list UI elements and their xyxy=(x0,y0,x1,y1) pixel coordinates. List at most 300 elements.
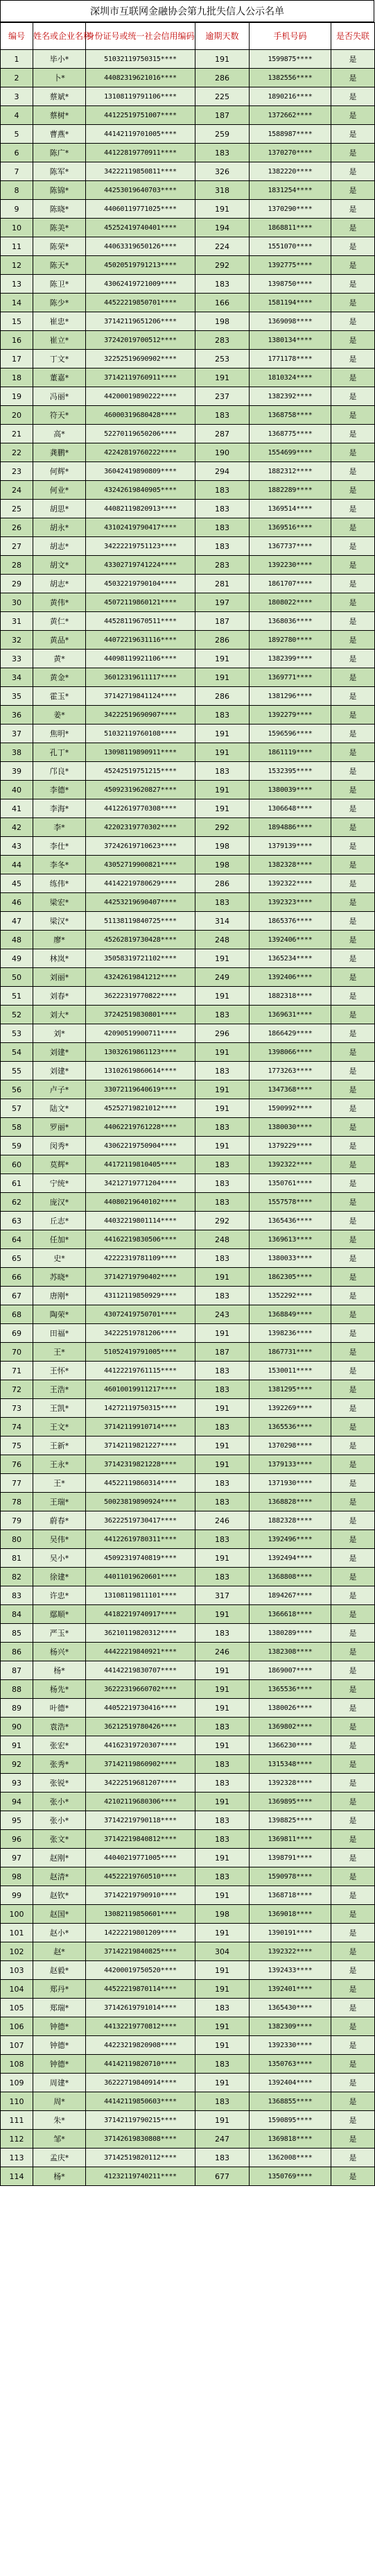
cell-lost-contact: 是 xyxy=(331,50,375,69)
blacklist-table xyxy=(0,22,375,2186)
cell-name: 王文* xyxy=(33,1418,86,1437)
cell-overdue-days: 191 xyxy=(195,2074,250,2092)
cell-phone: 1862305**** xyxy=(250,1268,331,1287)
cell-overdue-days: 183 xyxy=(195,893,250,912)
cell-lost-contact: 是 xyxy=(331,406,375,425)
cell-id-code: 37242619710623**** xyxy=(86,837,195,856)
cell-phone: 1380026**** xyxy=(250,1699,331,1718)
table-row xyxy=(1,1474,375,1493)
table-row xyxy=(1,1961,375,1980)
cell-overdue-days: 191 xyxy=(195,743,250,762)
cell-number: 92 xyxy=(1,1755,33,1774)
cell-number: 53 xyxy=(1,1024,33,1043)
cell-name: 王永* xyxy=(33,1455,86,1474)
table-row xyxy=(1,237,375,256)
cell-overdue-days: 183 xyxy=(195,1174,250,1193)
cell-name: 刘大* xyxy=(33,1006,86,1024)
col-header-name: 姓名或企业名称 xyxy=(33,23,86,50)
cell-lost-contact: 是 xyxy=(331,668,375,687)
table-row xyxy=(1,931,375,949)
cell-name: 廖* xyxy=(33,931,86,949)
cell-lost-contact: 是 xyxy=(331,1493,375,1511)
cell-number: 110 xyxy=(1,2092,33,2111)
table-row xyxy=(1,781,375,799)
table-row xyxy=(1,106,375,125)
cell-number: 74 xyxy=(1,1418,33,1437)
table-row xyxy=(1,1680,375,1699)
cell-number: 11 xyxy=(1,237,33,256)
table-row xyxy=(1,162,375,181)
cell-name: 李德* xyxy=(33,781,86,799)
table-row xyxy=(1,1511,375,1530)
cell-name: 钟德* xyxy=(33,2017,86,2036)
table-row xyxy=(1,612,375,631)
cell-overdue-days: 198 xyxy=(195,312,250,331)
cell-id-code: 44132219770812**** xyxy=(86,2017,195,2036)
table-row xyxy=(1,1455,375,1474)
table-row xyxy=(1,706,375,724)
cell-lost-contact: 是 xyxy=(331,2111,375,2130)
cell-lost-contact: 是 xyxy=(331,912,375,931)
cell-lost-contact: 是 xyxy=(331,1118,375,1137)
cell-phone: 1392322**** xyxy=(250,874,331,893)
cell-id-code: 43062419721009**** xyxy=(86,275,195,294)
table-row xyxy=(1,893,375,912)
cell-number: 109 xyxy=(1,2074,33,2092)
table-row xyxy=(1,1999,375,2017)
cell-phone: 1380289**** xyxy=(250,1624,331,1643)
cell-id-code: 37242019700512**** xyxy=(86,331,195,350)
cell-name: 董嘉* xyxy=(33,368,86,387)
cell-overdue-days: 191 xyxy=(195,1661,250,1680)
cell-name: 张宏* xyxy=(33,1736,86,1755)
cell-number: 17 xyxy=(1,350,33,368)
table-row xyxy=(1,275,375,294)
cell-lost-contact: 是 xyxy=(331,443,375,462)
cell-lost-contact: 是 xyxy=(331,1942,375,1961)
table-row xyxy=(1,518,375,537)
cell-overdue-days: 183 xyxy=(195,2149,250,2167)
cell-overdue-days: 187 xyxy=(195,1343,250,1362)
cell-number: 62 xyxy=(1,1193,33,1212)
sheet-title: 深圳市互联网金融协会第九批失信人公示名单 xyxy=(0,0,374,22)
cell-id-code: 43062219750904**** xyxy=(86,1137,195,1155)
cell-lost-contact: 是 xyxy=(331,2092,375,2111)
cell-lost-contact: 是 xyxy=(331,1624,375,1643)
cell-number: 106 xyxy=(1,2017,33,2036)
cell-phone: 1392322**** xyxy=(250,1155,331,1174)
cell-lost-contact: 是 xyxy=(331,425,375,443)
cell-phone: 1350763**** xyxy=(250,2055,331,2074)
cell-number: 76 xyxy=(1,1455,33,1474)
table-row xyxy=(1,1380,375,1399)
cell-name: 卢子* xyxy=(33,1081,86,1099)
cell-number: 7 xyxy=(1,162,33,181)
cell-lost-contact: 是 xyxy=(331,1399,375,1418)
cell-id-code: 34222119850811**** xyxy=(86,162,195,181)
cell-id-code: 44122219761115**** xyxy=(86,1362,195,1380)
cell-lost-contact: 是 xyxy=(331,537,375,556)
cell-id-code: 52270119650206**** xyxy=(86,425,195,443)
cell-overdue-days: 191 xyxy=(195,1886,250,1905)
cell-number: 100 xyxy=(1,1905,33,1924)
cell-id-code: 44253019640703**** xyxy=(86,181,195,200)
table-row xyxy=(1,69,375,87)
cell-name: 姜* xyxy=(33,706,86,724)
table-row xyxy=(1,256,375,275)
cell-overdue-days: 183 xyxy=(195,1811,250,1830)
cell-name: 梁汉* xyxy=(33,912,86,931)
cell-phone: 1392322**** xyxy=(250,1942,331,1961)
cell-id-code: 46000319680428**** xyxy=(86,406,195,425)
cell-overdue-days: 191 xyxy=(195,724,250,743)
cell-lost-contact: 是 xyxy=(331,593,375,612)
cell-overdue-days: 191 xyxy=(195,1736,250,1755)
cell-lost-contact: 是 xyxy=(331,1586,375,1605)
cell-overdue-days: 183 xyxy=(195,1830,250,1849)
cell-id-code: 45252419740401**** xyxy=(86,219,195,237)
cell-overdue-days: 183 xyxy=(195,1718,250,1736)
table-row xyxy=(1,2092,375,2111)
cell-number: 88 xyxy=(1,1680,33,1699)
cell-lost-contact: 是 xyxy=(331,312,375,331)
cell-id-code: 37142719790402**** xyxy=(86,1268,195,1287)
cell-name: 吴伟* xyxy=(33,1530,86,1549)
cell-phone: 1369771**** xyxy=(250,668,331,687)
table-row xyxy=(1,1661,375,1680)
table-row xyxy=(1,1643,375,1661)
cell-name: 杨先* xyxy=(33,1680,86,1699)
cell-number: 25 xyxy=(1,500,33,518)
cell-id-code: 33072119640619**** xyxy=(86,1081,195,1099)
cell-overdue-days: 191 xyxy=(195,1137,250,1155)
table-row xyxy=(1,1324,375,1343)
cell-id-code: 44142119850603**** xyxy=(86,2092,195,2111)
cell-lost-contact: 是 xyxy=(331,500,375,518)
cell-phone: 1315348**** xyxy=(250,1755,331,1774)
cell-phone: 1306648**** xyxy=(250,799,331,818)
cell-overdue-days: 183 xyxy=(195,762,250,781)
table-row xyxy=(1,125,375,144)
table-row xyxy=(1,2036,375,2055)
cell-phone: 1369018**** xyxy=(250,1905,331,1924)
cell-id-code: 13082119850601**** xyxy=(86,1905,195,1924)
cell-overdue-days: 183 xyxy=(195,1474,250,1493)
cell-number: 84 xyxy=(1,1605,33,1624)
table-row xyxy=(1,1924,375,1942)
cell-name: 闵秀* xyxy=(33,1137,86,1155)
cell-phone: 1398825**** xyxy=(250,1811,331,1830)
cell-number: 61 xyxy=(1,1174,33,1193)
cell-number: 31 xyxy=(1,612,33,631)
cell-id-code: 36222319770822**** xyxy=(86,987,195,1006)
cell-number: 36 xyxy=(1,706,33,724)
table-row xyxy=(1,2055,375,2074)
cell-overdue-days: 191 xyxy=(195,1324,250,1343)
cell-overdue-days: 286 xyxy=(195,631,250,650)
table-row xyxy=(1,2111,375,2130)
cell-lost-contact: 是 xyxy=(331,556,375,575)
cell-name: 罗丽* xyxy=(33,1118,86,1137)
cell-overdue-days: 183 xyxy=(195,706,250,724)
table-row xyxy=(1,1605,375,1624)
cell-phone: 1882312**** xyxy=(250,462,331,481)
table-row xyxy=(1,144,375,162)
cell-phone: 1392328**** xyxy=(250,1774,331,1793)
cell-lost-contact: 是 xyxy=(331,1849,375,1867)
table-row xyxy=(1,2017,375,2036)
cell-id-code: 44522119860314**** xyxy=(86,1474,195,1493)
cell-lost-contact: 是 xyxy=(331,1099,375,1118)
cell-number: 3 xyxy=(1,87,33,106)
cell-number: 33 xyxy=(1,650,33,668)
cell-overdue-days: 183 xyxy=(195,1493,250,1511)
cell-overdue-days: 286 xyxy=(195,874,250,893)
cell-overdue-days: 190 xyxy=(195,443,250,462)
table-row xyxy=(1,1193,375,1212)
table-row xyxy=(1,350,375,368)
table-row xyxy=(1,1586,375,1605)
cell-id-code: 42222319781109**** xyxy=(86,1249,195,1268)
cell-name: 庞汉* xyxy=(33,1193,86,1212)
table-row xyxy=(1,1099,375,1118)
cell-number: 79 xyxy=(1,1511,33,1530)
cell-id-code: 44072219631116**** xyxy=(86,631,195,650)
table-row xyxy=(1,1736,375,1755)
cell-name: 杨兴* xyxy=(33,1643,86,1661)
cell-overdue-days: 191 xyxy=(195,2036,250,2055)
cell-overdue-days: 286 xyxy=(195,69,250,87)
cell-number: 101 xyxy=(1,1924,33,1942)
cell-number: 56 xyxy=(1,1081,33,1099)
table-row xyxy=(1,1174,375,1193)
cell-overdue-days: 326 xyxy=(195,162,250,181)
cell-phone: 1380030**** xyxy=(250,1118,331,1137)
cell-id-code: 13102619860614**** xyxy=(86,1062,195,1081)
cell-overdue-days: 191 xyxy=(195,1605,250,1624)
cell-overdue-days: 183 xyxy=(195,1287,250,1305)
cell-name: 陆文* xyxy=(33,1099,86,1118)
cell-id-code: 44162219830506**** xyxy=(86,1230,195,1249)
cell-name: 赵* xyxy=(33,1942,86,1961)
cell-lost-contact: 是 xyxy=(331,1867,375,1886)
cell-id-code: 44200019750520**** xyxy=(86,1961,195,1980)
table-row xyxy=(1,387,375,406)
table-row xyxy=(1,575,375,593)
table-row xyxy=(1,1830,375,1849)
cell-id-code: 37142119651206**** xyxy=(86,312,195,331)
cell-overdue-days: 317 xyxy=(195,1586,250,1605)
cell-name: 郑丹* xyxy=(33,1980,86,1999)
cell-number: 59 xyxy=(1,1137,33,1155)
cell-phone: 1369631**** xyxy=(250,1006,331,1024)
cell-name: 王浩* xyxy=(33,1380,86,1399)
cell-number: 81 xyxy=(1,1549,33,1568)
cell-name: 李* xyxy=(33,818,86,837)
cell-name: 胡思* xyxy=(33,500,86,518)
cell-number: 35 xyxy=(1,687,33,706)
cell-number: 90 xyxy=(1,1718,33,1736)
cell-overdue-days: 183 xyxy=(195,1362,250,1380)
table-row xyxy=(1,987,375,1006)
cell-overdue-days: 183 xyxy=(195,144,250,162)
cell-overdue-days: 191 xyxy=(195,200,250,219)
table-row xyxy=(1,1811,375,1830)
cell-phone: 1588987**** xyxy=(250,125,331,144)
cell-name: 孟庆* xyxy=(33,2149,86,2167)
cell-number: 60 xyxy=(1,1155,33,1174)
cell-overdue-days: 191 xyxy=(195,1081,250,1099)
cell-id-code: 45262819730428**** xyxy=(86,931,195,949)
table-row xyxy=(1,1024,375,1043)
cell-overdue-days: 191 xyxy=(195,781,250,799)
cell-name: 龚鹏* xyxy=(33,443,86,462)
table-row xyxy=(1,1137,375,1155)
cell-overdue-days: 183 xyxy=(195,1418,250,1437)
cell-name: 李海* xyxy=(33,799,86,818)
cell-number: 41 xyxy=(1,799,33,818)
cell-overdue-days: 247 xyxy=(195,2130,250,2149)
cell-phone: 1347368**** xyxy=(250,1081,331,1099)
cell-id-code: 50023819890924**** xyxy=(86,1493,195,1511)
cell-phone: 1590978**** xyxy=(250,1867,331,1886)
cell-phone: 1392279**** xyxy=(250,706,331,724)
cell-id-code: 44522219870114**** xyxy=(86,1980,195,1999)
cell-phone: 1350761**** xyxy=(250,1174,331,1193)
cell-name: 焦明* xyxy=(33,724,86,743)
cell-id-code: 44040219771005**** xyxy=(86,1849,195,1867)
cell-lost-contact: 是 xyxy=(331,968,375,987)
cell-overdue-days: 191 xyxy=(195,1849,250,1867)
cell-lost-contact: 是 xyxy=(331,1081,375,1099)
cell-id-code: 44142119820710**** xyxy=(86,2055,195,2074)
cell-phone: 1365536**** xyxy=(250,1418,331,1437)
cell-phone: 1367737**** xyxy=(250,537,331,556)
cell-number: 63 xyxy=(1,1212,33,1230)
table-row xyxy=(1,1212,375,1230)
cell-number: 45 xyxy=(1,874,33,893)
cell-lost-contact: 是 xyxy=(331,1736,375,1755)
cell-phone: 1372662**** xyxy=(250,106,331,125)
cell-overdue-days: 191 xyxy=(195,1437,250,1455)
cell-phone: 1808022**** xyxy=(250,593,331,612)
cell-id-code: 44182219740917**** xyxy=(86,1605,195,1624)
cell-number: 18 xyxy=(1,368,33,387)
cell-overdue-days: 294 xyxy=(195,462,250,481)
cell-name: 蔡斌* xyxy=(33,87,86,106)
table-row xyxy=(1,1849,375,1867)
cell-overdue-days: 281 xyxy=(195,575,250,593)
cell-name: 张文* xyxy=(33,1830,86,1849)
table-row xyxy=(1,1942,375,1961)
cell-overdue-days: 191 xyxy=(195,1043,250,1062)
cell-id-code: 45092319740819**** xyxy=(86,1549,195,1568)
cell-overdue-days: 246 xyxy=(195,1643,250,1661)
cell-lost-contact: 是 xyxy=(331,1793,375,1811)
cell-number: 78 xyxy=(1,1493,33,1511)
cell-name: 陈锦* xyxy=(33,181,86,200)
cell-id-code: 51032119760108**** xyxy=(86,724,195,743)
cell-lost-contact: 是 xyxy=(331,1006,375,1024)
cell-name: 赵清* xyxy=(33,1867,86,1886)
cell-phone: 1368775**** xyxy=(250,425,331,443)
table-row xyxy=(1,87,375,106)
cell-number: 108 xyxy=(1,2055,33,2074)
cell-name: 莫辉* xyxy=(33,1155,86,1174)
cell-id-code: 44122619770308**** xyxy=(86,799,195,818)
cell-id-code: 44063319650126**** xyxy=(86,237,195,256)
cell-name: 陈卫* xyxy=(33,275,86,294)
cell-lost-contact: 是 xyxy=(331,144,375,162)
col-header-lost-contact: 是否失联 xyxy=(331,23,375,50)
table-row xyxy=(1,856,375,874)
cell-phone: 1771178**** xyxy=(250,350,331,368)
cell-number: 70 xyxy=(1,1343,33,1362)
cell-number: 71 xyxy=(1,1362,33,1380)
cell-name: 陈晓* xyxy=(33,200,86,219)
col-header-id-code: 身份证号或统一社会信用编码 xyxy=(86,23,195,50)
cell-overdue-days: 183 xyxy=(195,518,250,537)
cell-id-code: 36222519730417**** xyxy=(86,1511,195,1530)
cell-lost-contact: 是 xyxy=(331,1230,375,1249)
cell-overdue-days: 246 xyxy=(195,1511,250,1530)
cell-overdue-days: 183 xyxy=(195,1999,250,2017)
cell-name: 赵钦* xyxy=(33,1886,86,1905)
cell-id-code: 43112119850929**** xyxy=(86,1287,195,1305)
cell-name: 宁统* xyxy=(33,1174,86,1193)
cell-overdue-days: 191 xyxy=(195,1961,250,1980)
cell-lost-contact: 是 xyxy=(331,762,375,781)
cell-id-code: 37142219790910**** xyxy=(86,1886,195,1905)
cell-lost-contact: 是 xyxy=(331,1249,375,1268)
cell-id-code: 43052719900821**** xyxy=(86,856,195,874)
cell-overdue-days: 259 xyxy=(195,125,250,144)
cell-lost-contact: 是 xyxy=(331,1774,375,1793)
cell-number: 99 xyxy=(1,1886,33,1905)
cell-phone: 1381296**** xyxy=(250,687,331,706)
cell-phone: 1382556**** xyxy=(250,69,331,87)
table-row xyxy=(1,837,375,856)
cell-overdue-days: 283 xyxy=(195,331,250,350)
table-row xyxy=(1,1081,375,1099)
cell-overdue-days: 198 xyxy=(195,856,250,874)
cell-id-code: 45092319620827**** xyxy=(86,781,195,799)
table-row xyxy=(1,743,375,762)
cell-lost-contact: 是 xyxy=(331,1305,375,1324)
cell-id-code: 44142219830707**** xyxy=(86,1661,195,1680)
cell-phone: 1398750**** xyxy=(250,275,331,294)
table-row xyxy=(1,294,375,312)
cell-name: 张小* xyxy=(33,1811,86,1830)
cell-phone: 1382392**** xyxy=(250,387,331,406)
cell-overdue-days: 191 xyxy=(195,949,250,968)
table-row xyxy=(1,1006,375,1024)
table-row xyxy=(1,537,375,556)
cell-name: 苏晓* xyxy=(33,1268,86,1287)
cell-id-code: 37242519830801**** xyxy=(86,1006,195,1024)
cell-lost-contact: 是 xyxy=(331,2055,375,2074)
cell-overdue-days: 183 xyxy=(195,500,250,518)
cell-overdue-days: 237 xyxy=(195,387,250,406)
cell-name: 赵毅* xyxy=(33,1961,86,1980)
table-row xyxy=(1,1774,375,1793)
cell-id-code: 32252519690902**** xyxy=(86,350,195,368)
cell-name: 高* xyxy=(33,425,86,443)
cell-name: 李冬* xyxy=(33,856,86,874)
cell-number: 10 xyxy=(1,219,33,237)
cell-number: 23 xyxy=(1,462,33,481)
cell-number: 42 xyxy=(1,818,33,837)
